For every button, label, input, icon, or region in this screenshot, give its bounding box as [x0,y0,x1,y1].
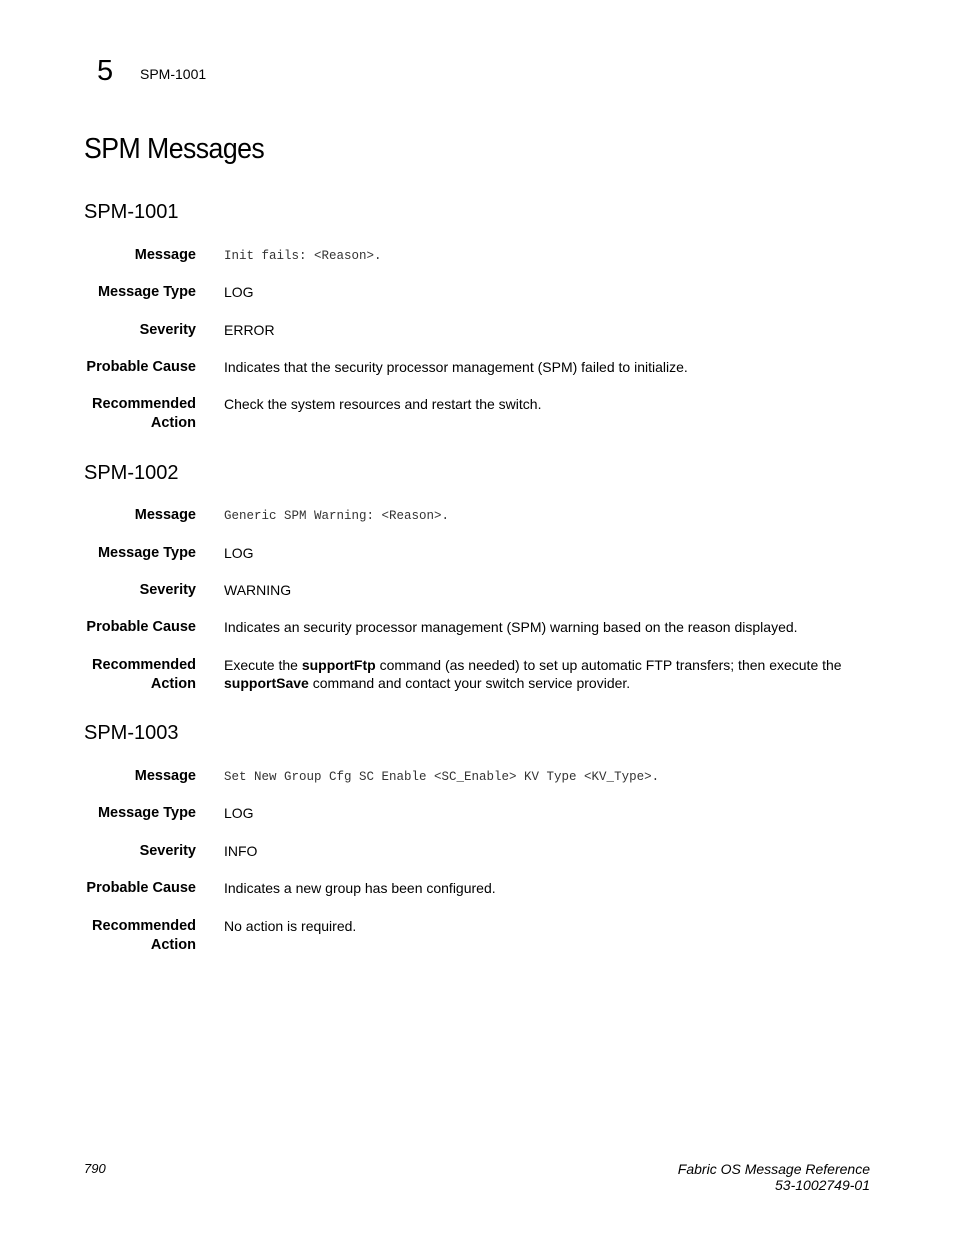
probable-cause-value: Indicates that the security processor management (SPM) failed to initialize. [224,359,688,375]
support-save-command: supportSave [224,675,309,691]
recommended-label-line1: Recommended [92,657,196,673]
section-spm-1001 [84,200,874,431]
recommended-action-value: No action is required. [224,918,357,934]
chapter-number: 5 [97,55,114,87]
severity-value: INFO [224,843,258,859]
running-head-title: SPM-1001 [140,66,207,82]
message-type-value: LOG [224,545,254,561]
action-text-part1: Execute the [224,657,302,673]
probable-cause-label: Probable Cause [86,619,196,635]
support-ftp-command: supportFtp [301,657,376,673]
severity-value: WARNING [224,582,292,598]
probable-cause-label: Probable Cause [86,880,196,896]
recommended-action-value [224,656,864,692]
section-title: SPM-1002 [84,462,179,484]
probable-cause-label: Probable Cause [86,359,196,375]
severity-label: Severity [139,582,196,598]
message-type-label: Message Type [97,284,196,300]
recommended-action-label [84,395,196,433]
section-title: SPM-1001 [84,201,179,223]
footer-doc-title: Fabric OS Message Reference [677,1161,870,1177]
section-spm-1002 [84,461,874,692]
message-label: Message [134,247,196,263]
probable-cause-value: Indicates an security processor management (SPM) warning based on the reason displayed. [224,619,798,635]
footer-doc-info [678,1161,870,1193]
message-label: Message [134,768,196,784]
message-value: Set New Group Cfg SC Enable <SC_Enable> KV Type <KV_Type>. [224,770,660,784]
recommended-action-label [84,917,196,955]
probable-cause-value: Indicates a new group has been configured. [224,880,496,896]
severity-label: Severity [139,322,196,338]
page-number: 790 [84,1161,106,1176]
recommended-label-line2: Action [150,937,196,953]
action-text-part2: command (as needed) to set up automatic FTP transfers; then execute the [375,657,842,673]
message-label: Message [134,507,196,523]
recommended-action-value: Check the system resources and restart the switch. [224,396,542,412]
message-value: Init fails: <Reason>. [224,249,382,263]
severity-value: ERROR [224,322,275,338]
section-title: SPM-1003 [84,722,179,744]
recommended-label-line2: Action [150,676,196,692]
footer-doc-number: 53-1002749-01 [775,1177,870,1193]
message-type-value: LOG [224,284,254,300]
recommended-label-line2: Action [150,415,196,431]
page-title: SPM Messages [84,133,265,165]
recommended-action-label [84,656,196,694]
message-type-label: Message Type [97,805,196,821]
section-spm-1003 [84,721,874,953]
recommended-label-line1: Recommended [92,396,196,412]
message-value: Generic SPM Warning: <Reason>. [224,509,450,523]
recommended-label-line1: Recommended [92,918,196,934]
action-text-part3: command and contact your switch service provider. [308,675,631,691]
message-type-label: Message Type [97,545,196,561]
severity-label: Severity [139,843,196,859]
message-type-value: LOG [224,805,254,821]
